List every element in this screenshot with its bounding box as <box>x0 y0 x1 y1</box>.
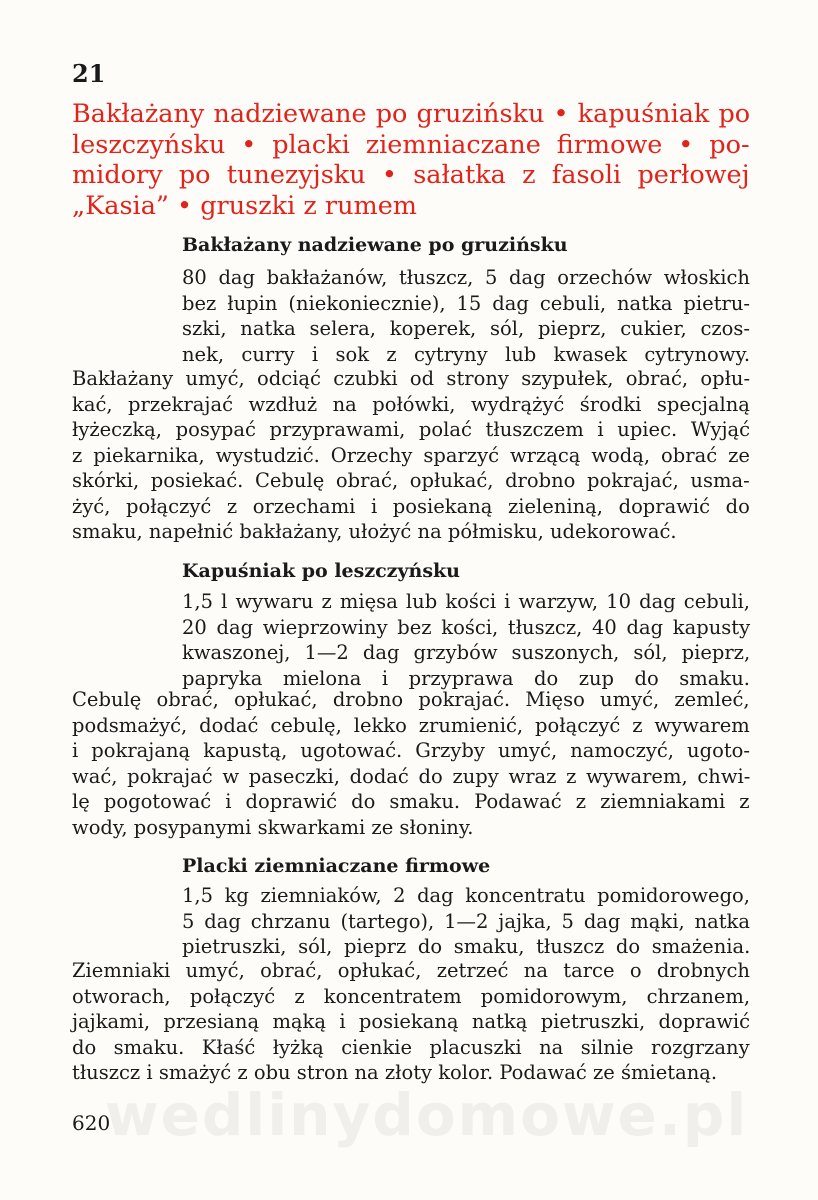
recipe-title: Placki ziemniaczane firmowe <box>182 855 491 877</box>
menu-line: Bakłażany nadziewane po gruzińsku • kapuśniak po <box>72 99 751 129</box>
menu-line: „Kasia” • gruszki z rumem <box>72 190 417 221</box>
method-line: kać, przekrajać wzdłuż na połówki, wydrążyć środki specjalną <box>72 392 750 416</box>
chapter-number: 21 <box>72 59 106 88</box>
recipe-title: Kapuśniak po leszczyńsku <box>182 560 460 582</box>
method-line: jajkami, przesianą mąką i posiekaną natką pietruszki, doprawić <box>72 1010 751 1033</box>
ingredients-line: szki, natka selera, koperek, sól, pieprz, cukier, czos- <box>182 317 751 340</box>
ingredients-line: 1,5 l wywaru z mięsa lub kości i warzyw, 10 dag cebuli, <box>182 590 750 613</box>
method-line: otworach, połączyć z koncentratem pomidorowym, chrzanem, <box>72 984 751 1008</box>
menu-line: midory po tunezyjsku • sałatka z fasoli perłowej <box>72 160 750 190</box>
menu-list <box>72 99 750 221</box>
ingredients-line: pietruszki, sól, pieprz do smaku, tłuszcz do smażenia. <box>182 935 751 958</box>
method <box>72 687 750 840</box>
method-line: do smaku. Kłaść łyżką cienkie placuszki na silnie rozgrzany <box>72 1035 750 1059</box>
method-line: wać, pokrajać w paseczki, dodać do zupy wraz z wywarem, chwi- <box>72 764 751 788</box>
ingredients <box>182 883 750 960</box>
ingredients-line: bez łupin (niekoniecznie), 15 dag cebuli, natka pietru- <box>182 291 750 315</box>
method-line: łyżeczką, posypać przyprawami, polać tłuszczem i upiec. Wyjąć <box>72 418 751 441</box>
method-line: z piekarnika, wystudzić. Orzechy sparzyć wrzącą wodą, obrać ze <box>72 443 750 467</box>
ingredients-line: 5 dag chrzanu (tartego), 1—2 jajka, 5 dag mąki, natka <box>182 909 750 933</box>
method <box>72 366 750 545</box>
method-line: tłuszcz i smażyć z obu stron na złoty kolor. Podawać ze śmietaną. <box>72 1061 718 1084</box>
page-number: 620 <box>72 1111 111 1135</box>
ingredients <box>182 589 750 691</box>
method-line: lę pogotować i doprawić do smaku. Podawać z ziemniakami z <box>72 790 750 813</box>
method-line: żyć, połączyć z orzechami i posiekaną zieleniną, doprawić do <box>72 494 750 518</box>
method-line: Cebulę obrać, opłukać, drobno pokrajać. Mięso umyć, zemleć, <box>72 688 750 711</box>
method-line: Bakłażany umyć, odciąć czubki od strony szypułek, obrać, opłu- <box>72 367 751 390</box>
watermark: wedlinydomowe.pl <box>105 1081 749 1149</box>
method-line: i pokrajaną kapustą, ugotować. Grzyby umyć, namoczyć, ugoto- <box>72 739 750 762</box>
method-line: smaku, napełnić bakłażany, ułożyć na półmisku, udekorować. <box>72 520 677 543</box>
ingredients <box>182 265 750 367</box>
method-line: podsmażyć, dodać cebulę, lekko zrumienić, połączyć z wywarem <box>72 713 750 737</box>
ingredients-line: nek, curry i sok z cytryny lub kwasek cytrynowy. <box>182 342 751 366</box>
method-line: Ziemniaki umyć, obrać, opłukać, zetrzeć na tarce o drobnych <box>72 959 750 982</box>
ingredients-line: papryka mielona i przyprawa do zup do smaku. <box>182 666 750 690</box>
method-line: skórki, posiekać. Cebulę obrać, opłukać, drobno pokrajać, usma- <box>72 469 750 492</box>
method-line: wody, posypanymi skwarkami ze słoniny. <box>72 815 474 839</box>
ingredients-line: 1,5 kg ziemniaków, 2 dag koncentratu pomidorowego, <box>182 884 750 907</box>
method <box>72 958 750 1086</box>
ingredients-line: 20 dag wieprzowiny bez kości, tłuszcz, 40 dag kapusty <box>182 615 751 639</box>
ingredients-line: 80 dag bakłażanów, tłuszcz, 5 dag orzechów włoskich <box>182 266 750 289</box>
recipe-title: Bakłażany nadziewane po gruzińsku <box>182 234 568 256</box>
ingredients-line: kwaszonej, 1—2 dag grzybów suszonych, sól, pieprz, <box>182 641 751 664</box>
menu-line: leszczyńsku • placki ziemniaczane firmowe • po- <box>72 129 750 160</box>
